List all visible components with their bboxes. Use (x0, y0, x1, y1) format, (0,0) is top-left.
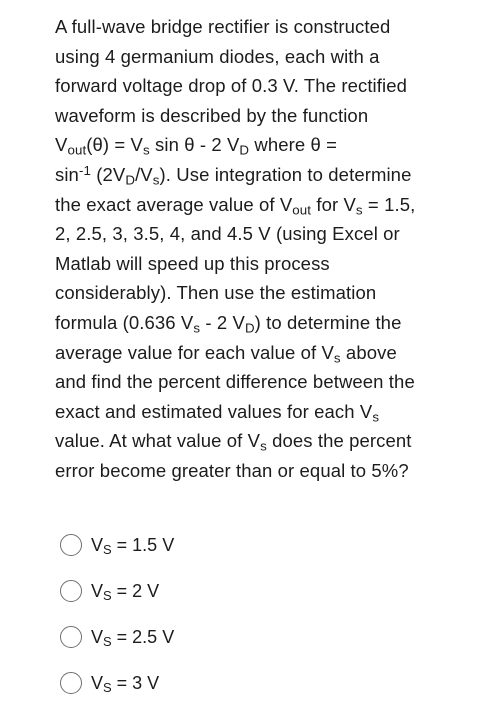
text-fragment: V (91, 580, 104, 601)
question-line (55, 308, 465, 338)
radio-button[interactable] (60, 580, 82, 602)
answer-option[interactable] (60, 529, 174, 561)
question-line (55, 397, 465, 427)
answer-options (60, 529, 174, 713)
text-fragment: (2V (91, 163, 126, 185)
subscript: out (292, 201, 312, 217)
text-fragment: V (55, 134, 68, 156)
subscript: s (355, 201, 363, 217)
text-fragment: = 1.5, (362, 193, 416, 215)
text-fragment: does the percent (266, 430, 412, 452)
text-fragment: sin (55, 163, 79, 185)
subscript: S (103, 679, 112, 695)
subscript: out (67, 142, 87, 158)
subscript: D (125, 172, 136, 188)
question-line: considerably). Then use the estimation (55, 282, 377, 304)
option-label (91, 581, 159, 602)
question-line (55, 160, 465, 190)
subscript: S (103, 541, 112, 557)
question-line: using 4 germanium diodes, each with a (55, 45, 380, 67)
text-fragment: the exact average value of V (55, 193, 293, 215)
subscript: D (239, 142, 250, 158)
text-fragment: = 3 V (111, 672, 160, 693)
subscript: s (152, 172, 160, 188)
text-fragment: = 2 V (111, 580, 160, 601)
question-line: forward voltage drop of 0.3 V. The rectified (55, 75, 407, 97)
question-line (55, 338, 465, 368)
text-fragment: V (91, 672, 104, 693)
radio-button[interactable] (60, 534, 82, 556)
text-fragment: /V (135, 163, 153, 185)
question-line: and find the percent difference between the (55, 371, 415, 393)
question-line (55, 426, 465, 456)
answer-option[interactable] (60, 621, 174, 653)
subscript: s (372, 409, 380, 425)
question-line (55, 190, 465, 220)
text-fragment: ) to determine the (254, 311, 402, 333)
subscript: s (143, 142, 150, 158)
subscript: s (333, 349, 341, 365)
superscript: -1 (78, 162, 91, 178)
radio-button[interactable] (60, 626, 82, 648)
text-fragment: for V (311, 193, 356, 215)
text-fragment: sin θ - 2 V (149, 134, 240, 156)
question-line: 2, 2.5, 3, 3.5, 4, and 4.5 V (using Excel or (55, 223, 400, 245)
text-fragment: = 2.5 V (111, 626, 175, 647)
option-label (91, 535, 174, 556)
text-fragment: ). Use integration to determine (159, 163, 412, 185)
subscript: s (260, 438, 267, 454)
subscript: S (103, 587, 112, 603)
question-text (55, 12, 465, 486)
question-line: Matlab will speed up this process (55, 252, 330, 274)
text-fragment: V (91, 626, 104, 647)
question-line (55, 130, 465, 160)
option-label (91, 673, 159, 694)
subscript: D (244, 320, 255, 336)
text-fragment: V (91, 534, 104, 555)
question-line: A full-wave bridge rectifier is constructed (55, 16, 391, 37)
answer-option[interactable] (60, 667, 174, 699)
question-line: waveform is described by the function (55, 104, 369, 126)
text-fragment: formula (0.636 V (55, 311, 194, 333)
question-line: error become greater than or equal to 5%? (55, 459, 409, 481)
option-label (91, 627, 174, 648)
subscript: s (193, 320, 201, 336)
text-fragment: (θ) = V (86, 134, 143, 156)
text-fragment: value. At what value of V (55, 430, 261, 452)
text-fragment: average value for each value of V (55, 341, 334, 363)
radio-button[interactable] (60, 672, 82, 694)
text-fragment: above (340, 341, 397, 363)
text-fragment: = 1.5 V (111, 534, 175, 555)
text-fragment: where θ = (249, 134, 338, 156)
answer-option[interactable] (60, 575, 174, 607)
text-fragment: - 2 V (200, 311, 245, 333)
text-fragment: exact and estimated values for each V (55, 400, 373, 422)
subscript: S (103, 633, 112, 649)
